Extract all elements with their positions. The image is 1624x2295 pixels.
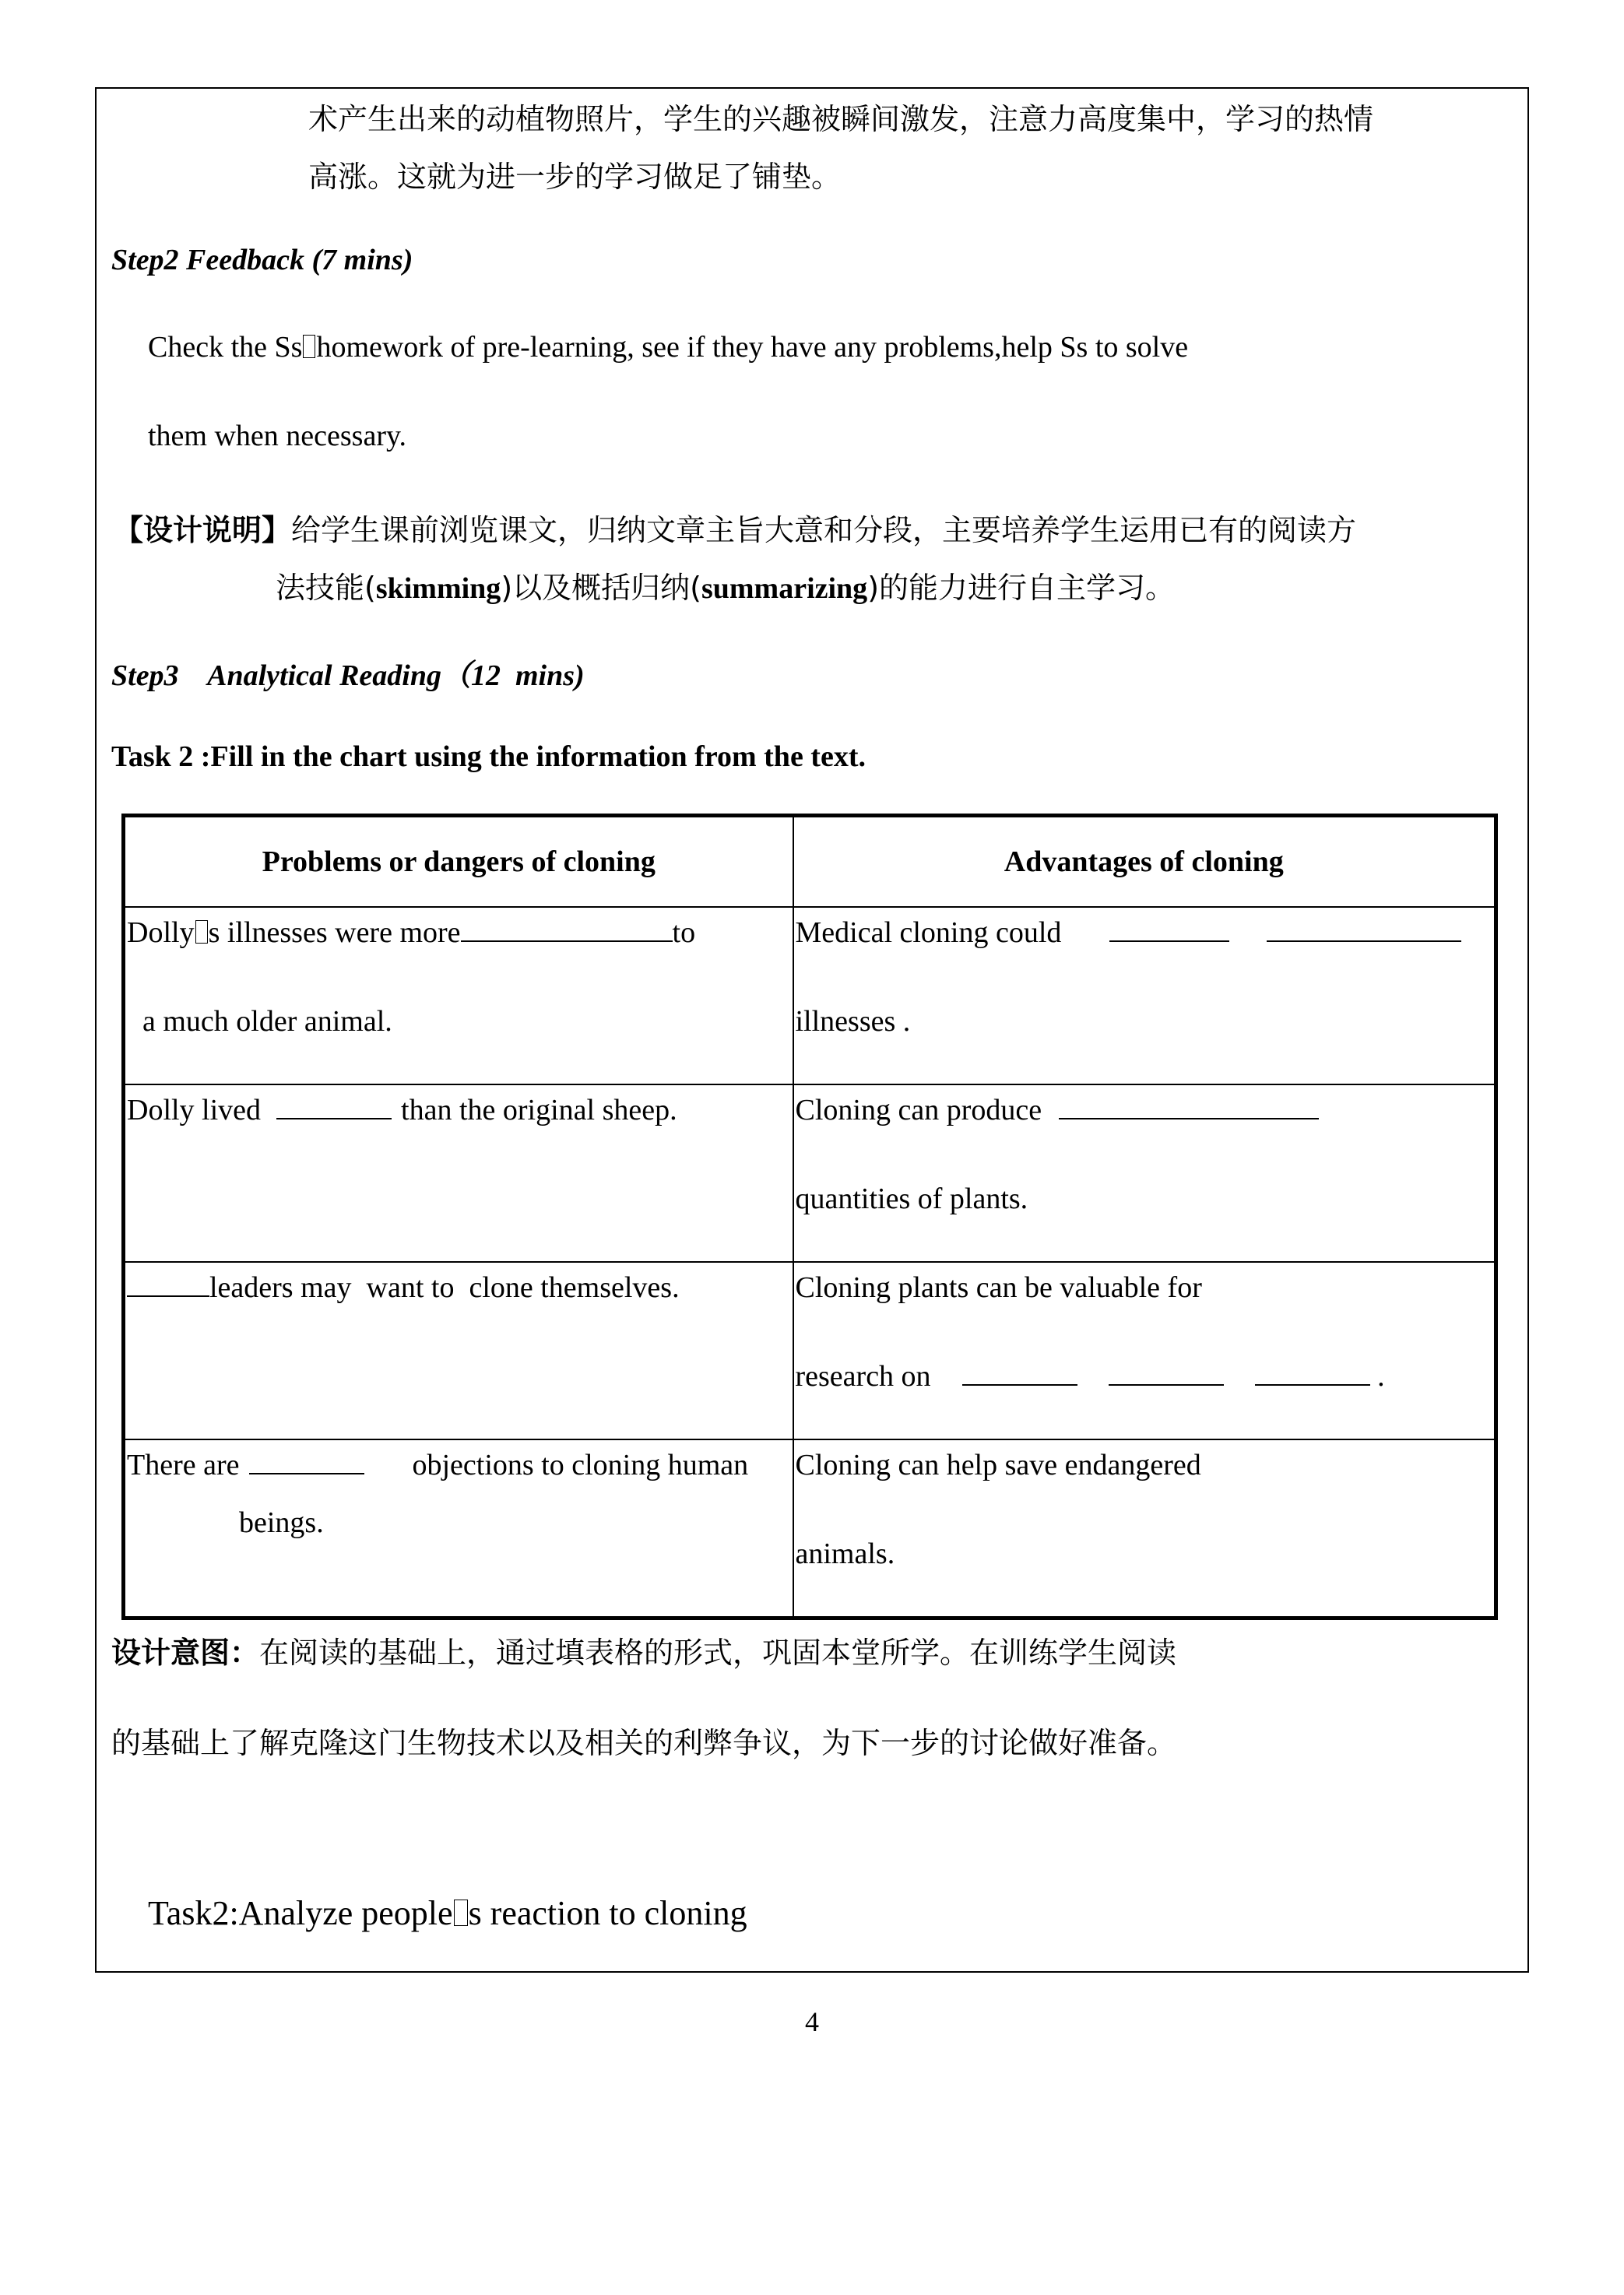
row4-right-line2: animals. <box>795 1538 895 1570</box>
design-note-line-2 <box>276 564 1175 606</box>
row4-left-line1 <box>127 1448 748 1482</box>
task2-analyze-a: Task2:Analyze people <box>148 1894 453 1932</box>
fill-blank[interactable] <box>276 1095 392 1119</box>
design-note-text-2e: )的能力进行自主学习。 <box>867 571 1176 605</box>
table-row <box>124 907 1496 1084</box>
row4-left-b: objections to cloning human <box>412 1449 749 1481</box>
col-header-problems: Problems or dangers of cloning <box>124 816 793 908</box>
design-intent-line-1 <box>111 1629 1176 1671</box>
step2-line-2: them when necessary. <box>148 420 407 452</box>
row4-left-line2: beings. <box>239 1506 324 1539</box>
fill-blank[interactable] <box>962 1361 1077 1386</box>
row2-right-line1 <box>796 1093 1320 1127</box>
intro-line-1: 术产生出来的动植物照片，学生的兴趣被瞬间激发，注意力高度集中，学习的热情 <box>308 102 1374 136</box>
fill-blank[interactable] <box>127 1272 209 1297</box>
row1-left-b: s illnesses were more <box>208 916 461 949</box>
design-intent-label: 设计意图： <box>111 1636 260 1670</box>
table-row <box>124 1439 1496 1618</box>
row1-right-line2: illnesses . <box>795 1005 911 1038</box>
missing-glyph-icon <box>454 1900 468 1926</box>
row2-left-b: than the original sheep. <box>401 1094 677 1126</box>
row4-left-a: There are <box>127 1449 240 1481</box>
row2-right-a: Cloning can produce <box>795 1094 1042 1126</box>
missing-glyph-icon <box>303 335 315 358</box>
row3-left-line1 <box>127 1271 680 1305</box>
row1-left-line1 <box>127 916 695 950</box>
cloning-chart-table <box>121 814 1498 1620</box>
intro-line-2: 高涨。这就为进一步的学习做足了铺垫。 <box>308 160 842 194</box>
fill-blank[interactable] <box>1109 1361 1224 1386</box>
fill-blank[interactable] <box>461 917 673 942</box>
fill-blank[interactable] <box>1255 1361 1370 1386</box>
design-note-label: 【设计说明】 <box>114 513 292 547</box>
task2-fill-heading: Task 2 :Fill in the chart using the information from the text. <box>111 740 866 773</box>
table-row <box>124 1262 1496 1439</box>
row2-right-line2: quantities of plants. <box>795 1183 1028 1215</box>
step2-line-1-a: Check the Ss <box>148 331 303 364</box>
fill-blank[interactable] <box>1059 1095 1319 1119</box>
row3-left-a: leaders may want to clone themselves. <box>209 1271 680 1304</box>
design-note-line-1 <box>114 506 1356 549</box>
row2-left-a: Dolly lived <box>127 1094 262 1126</box>
row3-right-a: research on <box>795 1360 931 1393</box>
design-intent-line-2: 的基础上了解克隆这门生物技术以及相关的利弊争议，为下一步的讨论做好准备。 <box>111 1726 1177 1760</box>
row1-left-c: to <box>672 916 696 949</box>
table-header-row <box>124 816 1496 908</box>
design-note-text-1: 给学生课前浏览课文，归纳文章主旨大意和分段，主要培养学生运用已有的阅读方 <box>291 513 1357 547</box>
row3-right-line2: research on . <box>795 1360 1385 1393</box>
row2-left-line1 <box>127 1093 677 1127</box>
step3-heading: Step3 Analytical Reading（12 mins) <box>111 659 585 692</box>
design-note-text-2a: 法技能( <box>276 571 376 605</box>
row1-left-line2: a much older animal. <box>142 1005 392 1038</box>
design-note-skimming: skimming <box>375 572 501 605</box>
step2-line-1 <box>148 330 1188 364</box>
row4-right-line1: Cloning can help save endangered <box>795 1449 1201 1481</box>
row1-right-a: Medical cloning could <box>795 916 1062 949</box>
row3-right-line1: Cloning plants can be valuable for <box>795 1271 1202 1304</box>
design-note-text-2c: )以及概括归纳( <box>501 571 701 605</box>
design-note-summarizing: summarizing <box>701 572 868 605</box>
step2-heading: Step2 Feedback (7 mins) <box>111 244 413 276</box>
fill-blank[interactable] <box>249 1450 364 1474</box>
task2-analyze-b: s reaction to cloning <box>468 1894 747 1932</box>
missing-glyph-icon <box>195 920 208 944</box>
fill-blank[interactable] <box>1267 917 1461 942</box>
table-row <box>124 1084 1496 1262</box>
row1-right-line1 <box>796 916 1462 950</box>
task2-analyze-heading <box>148 1893 747 1933</box>
row1-left-a: Dolly <box>127 916 195 949</box>
col-header-advantages: Advantages of cloning <box>793 816 1496 908</box>
design-intent-text-1: 在阅读的基础上，通过填表格的形式，巩固本堂所学。在训练学生阅读 <box>259 1636 1177 1670</box>
page-number: 4 <box>805 2006 819 2037</box>
fill-blank[interactable] <box>1109 917 1229 942</box>
step2-line-1-b: homework of pre-learning, see if they have any problems,help Ss to solve <box>316 331 1189 364</box>
